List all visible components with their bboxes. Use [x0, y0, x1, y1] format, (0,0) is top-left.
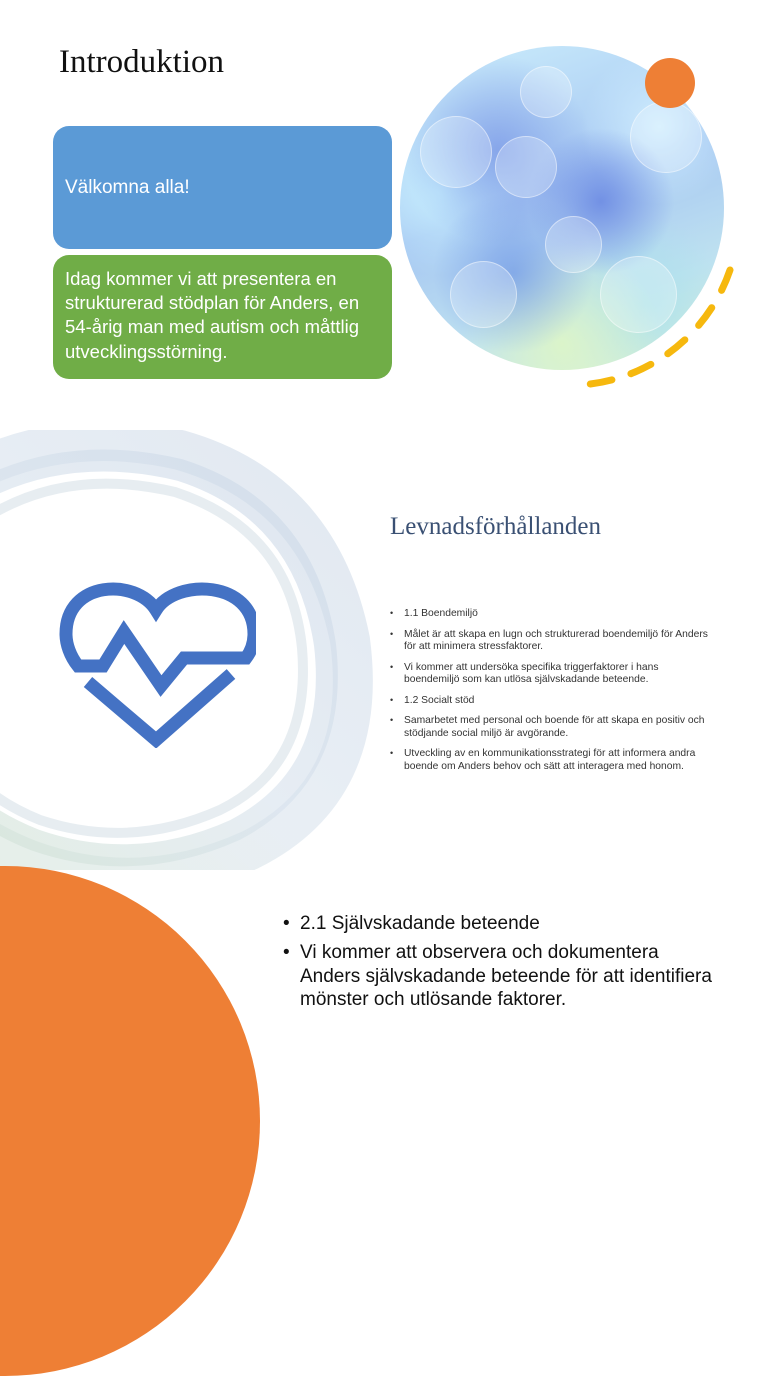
list-item: • Vi kommer att observera och dokumentera Anders självskadande beteende för att identifiera mönster och utlösande faktorer. — [283, 941, 723, 1012]
living-conditions-list — [388, 608, 713, 781]
slide-title-introduktion: Introduktion — [59, 44, 224, 80]
list-item: • 1.2 Socialt stöd — [388, 695, 713, 708]
list-item: • Vi kommer att undersöka specifika triggerfaktorer i hans boendemiljö som kan utlösa självskadande beteende. — [388, 662, 713, 687]
heart-pulse-icon — [56, 574, 256, 748]
list-item: • 1.1 Boendemiljö — [388, 608, 713, 621]
welcome-box — [53, 126, 392, 249]
list-item: • Målet är att skapa en lugn och strukturerad boendemiljö för Anders för att minimera stressfaktorer. — [388, 629, 713, 654]
list-item: • Samarbetet med personal och boende för att skapa en positiv och stödjande social miljö är avgörande. — [388, 715, 713, 740]
welcome-text: Välkomna alla! — [65, 176, 190, 198]
intro-text: Idag kommer vi att presentera en strukturerad stödplan för Anders, en 54-årig man med autism och måttlig utvecklingsstörning. — [65, 268, 360, 362]
slide-title-levnadsforhallanden: Levnadsförhållanden — [390, 513, 602, 540]
list-item: • Utveckling av en kommunikationsstrategi för att informera andra boende om Anders behov och sätt att interagera med honom. — [388, 748, 713, 773]
self-harm-list — [283, 912, 723, 1017]
dashed-arc-decoration — [560, 250, 760, 410]
orange-circle-decoration — [0, 866, 260, 1376]
orange-dot-decoration — [645, 58, 695, 108]
intro-box — [53, 255, 392, 379]
list-item: • 2.1 Självskadande beteende — [283, 912, 723, 936]
